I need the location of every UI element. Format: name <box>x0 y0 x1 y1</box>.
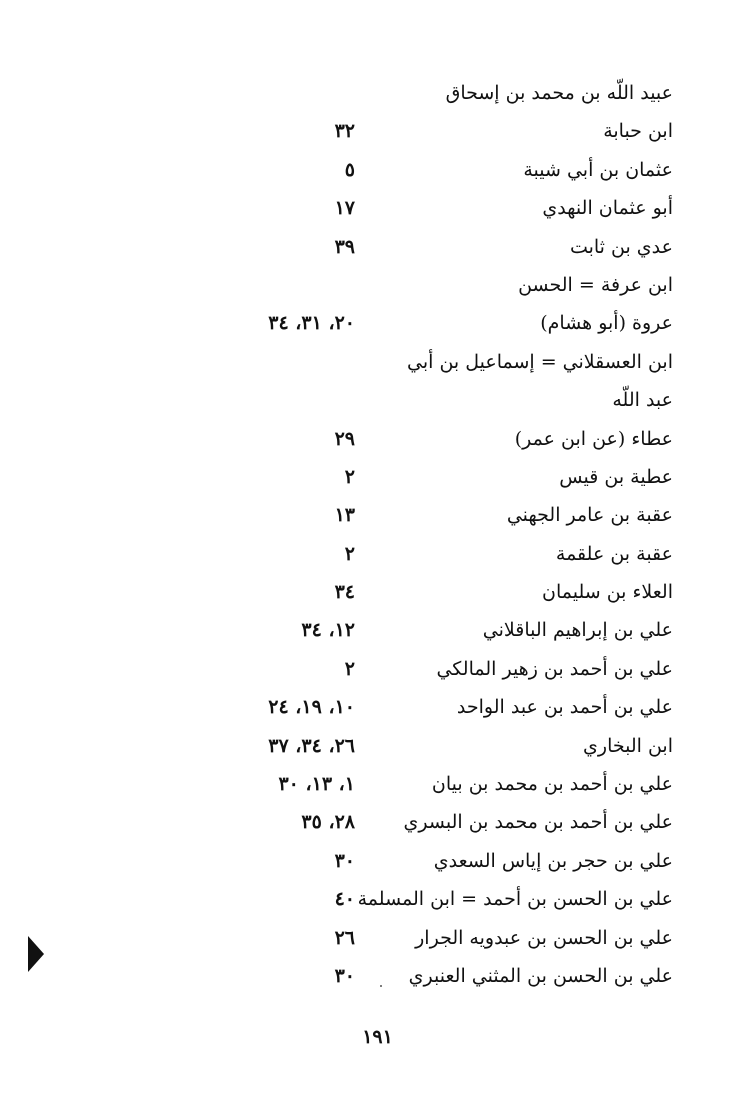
entry-name: عطية بن قيس <box>559 465 673 488</box>
page-number: ١٩١ <box>362 1026 393 1048</box>
entry-page-refs: ٣٩ <box>334 235 355 258</box>
entry-page-refs: ١، ١٣، ٣٠ <box>278 773 355 796</box>
index-entry <box>0 496 755 534</box>
entry-name: ابن حبابة <box>603 120 673 143</box>
index-entry <box>0 957 755 995</box>
entry-name: عقبة بن عامر الجهني <box>506 504 673 527</box>
entry-page-refs: ١٠، ١٩، ٢٤ <box>268 696 355 719</box>
index-entry <box>0 304 755 342</box>
index-entry <box>0 573 755 611</box>
index-entry <box>0 880 755 918</box>
index-entry <box>0 727 755 765</box>
entry-page-refs: ٥ <box>344 158 355 181</box>
entry-page-refs: ٢٩ <box>334 427 355 450</box>
index-entry <box>0 919 755 957</box>
entry-name: عبد اللّه <box>612 389 673 412</box>
scan-speck <box>380 985 382 987</box>
margin-arrow-mark <box>28 936 44 972</box>
entry-page-refs: ٢٦ <box>334 926 355 949</box>
entry-name: عبيد اللّه بن محمد بن إسحاق <box>445 82 673 104</box>
index-entry <box>0 343 755 381</box>
index-entry <box>0 151 755 189</box>
entry-name: علي بن حجر بن إياس السعدي <box>433 849 673 872</box>
index-entry <box>0 842 755 880</box>
entry-name: علي بن أحمد بن عبد الواحد <box>456 696 673 719</box>
index-entry <box>0 266 755 304</box>
index-entry <box>0 228 755 266</box>
entry-name: علي بن الحسن بن أحمد = ابن المسلمة <box>357 888 673 911</box>
entry-page-refs: ٤٠ <box>334 888 355 911</box>
entry-page-refs: ١٧ <box>334 197 355 220</box>
entry-page-refs: ٣٠ <box>334 849 355 872</box>
index-entry <box>0 458 755 496</box>
entry-name: عقبة بن علقمة <box>555 542 673 565</box>
entry-name: علي بن إبراهيم الباقلاني <box>482 619 673 642</box>
index-entry <box>0 611 755 649</box>
index-entry <box>0 765 755 803</box>
index-entry <box>0 803 755 841</box>
index-entry <box>0 74 755 112</box>
entry-page-refs: ١٢، ٣٤ <box>301 619 355 642</box>
entry-page-refs: ٣٠ <box>334 964 355 987</box>
index-entry <box>0 650 755 688</box>
entry-page-refs: ٢٦، ٣٤، ٣٧ <box>268 734 355 757</box>
entry-page-refs: ٢ <box>344 657 355 680</box>
index-entry <box>0 420 755 458</box>
entry-name: علي بن أحمد بن زهير المالكي <box>436 657 673 680</box>
entry-name: العلاء بن سليمان <box>541 581 673 604</box>
index-entry <box>0 688 755 726</box>
entry-page-refs: ١٣ <box>334 504 355 527</box>
entry-name: عطاء (عن ابن عمر) <box>514 427 673 450</box>
entry-page-refs: ٢ <box>344 542 355 565</box>
entry-page-refs: ٣٤ <box>334 581 355 604</box>
entry-name: علي بن الحسن بن المثني العنبري <box>408 964 673 987</box>
entry-name: علي بن أحمد بن محمد بن بيان <box>431 773 673 796</box>
entry-page-refs: ٣٢ <box>334 120 355 143</box>
entry-name: ابن البخاري <box>583 734 673 757</box>
index-entry <box>0 381 755 419</box>
index-entry <box>0 535 755 573</box>
entry-name: ابن العسقلاني = إسماعيل بن أبي <box>407 350 673 373</box>
index-entries <box>0 74 755 995</box>
index-entry <box>0 189 755 227</box>
entry-name: عثمان بن أبي شيبة <box>523 158 673 181</box>
entry-name: علي بن أحمد بن محمد بن البسري <box>403 811 673 834</box>
entry-page-refs: ٢ <box>344 465 355 488</box>
entry-name: علي بن الحسن بن عبدويه الجرار <box>415 926 673 949</box>
entry-page-refs: ٢٨، ٣٥ <box>301 811 355 834</box>
entry-name: أبو عثمان النهدي <box>542 197 673 220</box>
entry-name: عروة (أبو هشام) <box>540 312 673 335</box>
entry-name: عدي بن ثابت <box>569 235 673 258</box>
index-entry <box>0 112 755 150</box>
entry-name: ابن عرفة = الحسن <box>518 273 673 296</box>
entry-page-refs: ٢٠، ٣١، ٣٤ <box>268 312 355 335</box>
